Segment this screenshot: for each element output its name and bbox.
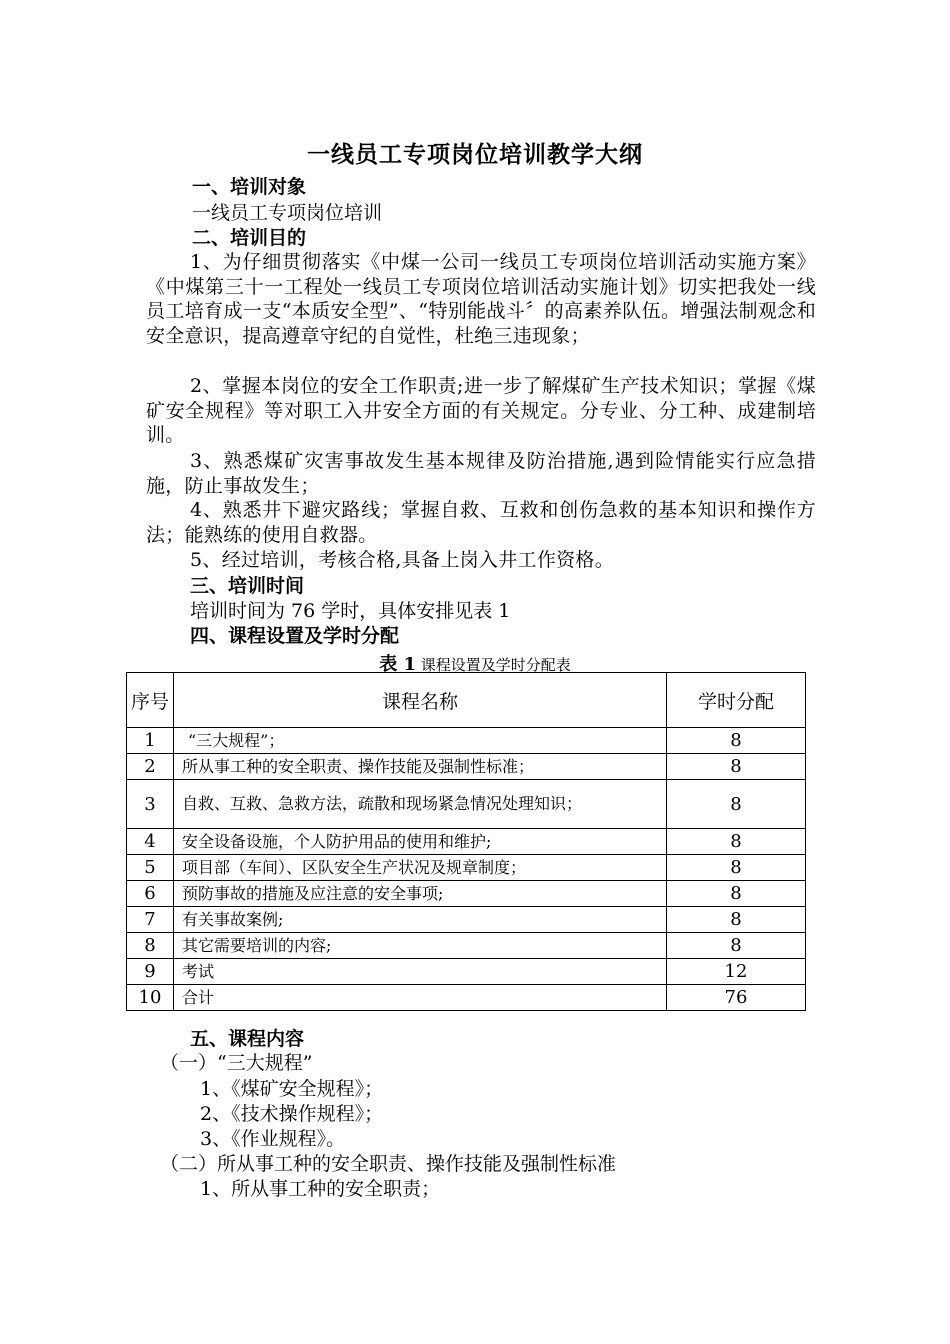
row-course-name: 所从事工种的安全职责、操作技能及强制性标准； <box>174 754 667 780</box>
table-row <box>127 933 806 959</box>
header-hours: 学时分配 <box>667 673 806 728</box>
section5-heading: 五、课程内容 <box>190 1028 305 1050</box>
section2-heading: 二、培训目的 <box>192 227 307 249</box>
row-no: 2 <box>127 754 174 780</box>
row-hours: 8 <box>667 933 806 959</box>
section1-text: 一线员工专项岗位培训 <box>192 202 383 224</box>
row-no: 10 <box>127 985 174 1011</box>
row-hours: 8 <box>667 855 806 881</box>
table-row <box>127 959 806 985</box>
table-row <box>127 907 806 933</box>
section3-text: 培训时间为 76 学时，具体安排见表 1 <box>190 600 511 622</box>
course-table <box>126 672 806 1011</box>
sub1-item: 1、《煤矿安全规程》； <box>200 1078 384 1100</box>
section1-heading: 一、培训对象 <box>192 176 307 198</box>
row-course-name: 项目部（车间）、区队安全生产状况及规章制度； <box>174 855 667 881</box>
row-course-name: 合计 <box>174 985 667 1011</box>
row-course-name: “三大规程”； <box>174 728 667 754</box>
row-no: 8 <box>127 933 174 959</box>
row-hours: 8 <box>667 780 806 829</box>
table-header-row <box>127 673 806 728</box>
section4-heading: 四、课程设置及学时分配 <box>190 625 400 647</box>
sub2-title: （二）所从事工种的安全职责、操作技能及强制性标准 <box>160 1153 617 1175</box>
sub1-item: 2、《技术操作规程》； <box>200 1103 384 1125</box>
header-course-name: 课程名称 <box>174 673 667 728</box>
objective-item-3: 3、熟悉煤矿灾害事故发生基本规律及防治措施,遇到险情能实行应急措施，防止事故发生； <box>146 450 816 497</box>
row-no: 9 <box>127 959 174 985</box>
table-row <box>127 985 806 1011</box>
row-course-name: 预防事故的措施及应注意的安全事项; <box>174 881 667 907</box>
section3-heading: 三、培训时间 <box>190 575 305 597</box>
table-row <box>127 754 806 780</box>
row-hours: 8 <box>667 829 806 855</box>
row-hours: 8 <box>667 728 806 754</box>
sub1-item: 3、《作业规程》。 <box>200 1128 346 1150</box>
row-no: 7 <box>127 907 174 933</box>
row-hours: 12 <box>667 959 806 985</box>
objective-item-2: 2、掌握本岗位的安全工作职责;进一步了解煤矿生产技术知识；掌握《煤矿安全规程》等对职工入井安全方面的有关规定。分专业、分工种、成建制培训。 <box>146 375 816 446</box>
row-course-name: 安全设备设施，个人防护用品的使用和维护; <box>174 829 667 855</box>
table-row <box>127 728 806 754</box>
objective-item-4: 4、熟悉井下避灾路线；掌握自救、互救和创伤急救的基本知识和操作方法；能熟练的使用自救器。 <box>146 499 816 546</box>
row-hours: 8 <box>667 907 806 933</box>
row-course-name: 自救、互救、急救方法，疏散和现场紧急情况处理知识； <box>174 780 667 829</box>
objective-item-5: 5、经过培训，考核合格,具备上岗入井工作资格。 <box>190 549 615 571</box>
row-hours: 76 <box>667 985 806 1011</box>
row-no: 3 <box>127 780 174 829</box>
row-hours: 8 <box>667 881 806 907</box>
table-row <box>127 881 806 907</box>
table-row <box>127 780 806 829</box>
header-no: 序号 <box>127 673 174 728</box>
row-course-name: 有关事故案例; <box>174 907 667 933</box>
row-course-name: 考试 <box>174 959 667 985</box>
page-title: 一线员工专项岗位培训教学大纲 <box>307 141 643 168</box>
table-row <box>127 829 806 855</box>
table-row <box>127 855 806 881</box>
row-no: 1 <box>127 728 174 754</box>
row-hours: 8 <box>667 754 806 780</box>
table-caption-label: 表 1 <box>379 654 416 675</box>
row-no: 4 <box>127 829 174 855</box>
sub2-item: 1、所从事工种的安全职责； <box>200 1178 441 1200</box>
sub1-title: （一）“三大规程” <box>160 1052 313 1074</box>
table-caption-text: 课程设置及学时分配表 <box>416 656 571 674</box>
row-no: 6 <box>127 881 174 907</box>
objective-item-1: 1、为仔细贯彻落实《中煤一公司一线员工专项岗位培训活动实施方案》《中煤第三十一工程处一线员工专项岗位培训活动实施计划》切实把我处一线员工培育成一支“本质安全型”、“特别能战斗〞的高素养队伍。增强法制观念和安全意识，提高遵章守纪的自觉性，杜绝三违现象； <box>146 251 816 347</box>
row-no: 5 <box>127 855 174 881</box>
row-course-name: 其它需要培训的内容; <box>174 933 667 959</box>
